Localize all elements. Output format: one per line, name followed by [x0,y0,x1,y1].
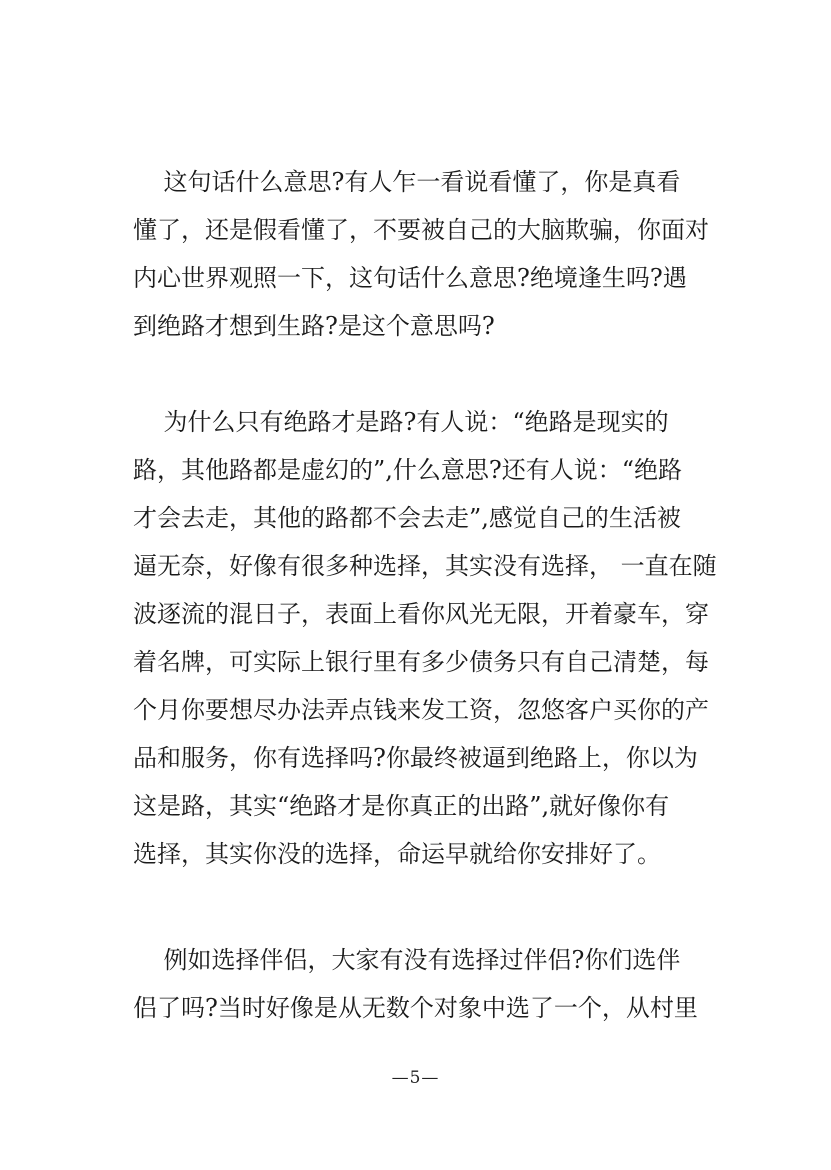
paragraph-line: 逼无奈，好像有很多种选择，其实没有选择， 一直在随 [133,552,717,580]
paragraph-line: 着名牌，可实际上银行里有多少债务只有自己清楚，每 [133,648,709,676]
paragraph-line: 懂了，还是假看懂了，不要被自己的大脑欺骗，你面对 [133,216,709,244]
paragraph-line: 这句话什么意思?有人乍一看说看懂了，你是真看 [133,168,681,196]
paragraph-3 [133,936,698,1032]
paragraph-line: 个月你要想尽办法弄点钱来发工资，忽悠客户买你的产 [133,696,709,724]
paragraph-line: 到绝路才想到生路?是这个意思吗? [133,312,495,340]
paragraph-line: 选择，其实你没的选择，命运早就给你安排好了。 [133,840,661,868]
paragraph-line: 侣了吗?当时好像是从无数个对象中选了一个，从村里 [133,994,698,1022]
paragraph-line: 这是路，其实“绝路才是你真正的出路”,就好像你有 [133,792,670,820]
paragraph-line: 路，其他路都是虚幻的”,什么意思?还有人说：“绝路 [133,456,683,484]
paragraph-line: 才会去走，其他的路都不会去走”,感觉自己的生活被 [133,504,681,532]
paragraph-line: 内心世界观照一下，这句话什么意思?绝境逢生吗?遇 [133,264,687,292]
paragraph-1 [133,158,709,350]
paragraph-line: 品和服务，你有选择吗?你最终被逼到绝路上，你以为 [133,744,698,772]
paragraph-line: 例如选择伴侣，大家有没有选择过伴侣?你们选伴 [133,946,681,974]
paragraph-line: 波逐流的混日子，表面上看你风光无限，开着豪车，穿 [133,600,709,628]
paragraph-line: 为什么只有绝路才是路?有人说：“绝路是现实的 [133,408,669,436]
page-number: —5— [391,1068,440,1088]
paragraph-2 [133,398,717,878]
